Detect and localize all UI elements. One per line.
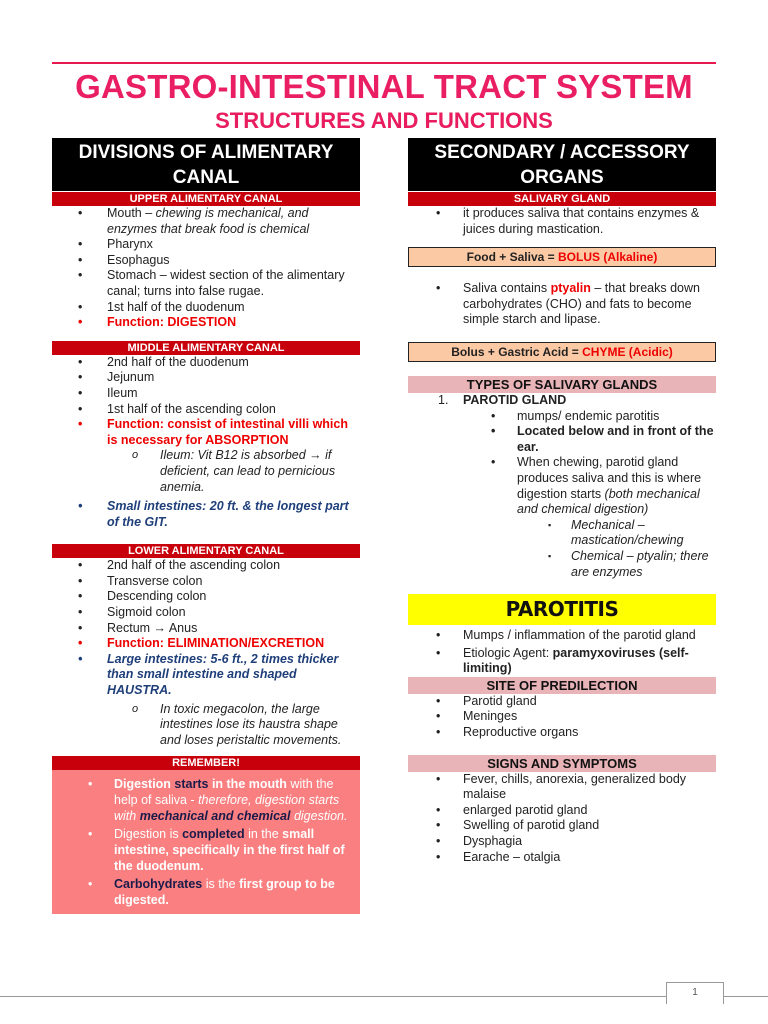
salivary-list xyxy=(408,206,716,237)
site-list xyxy=(408,694,716,741)
list-item: • 2nd half of the duodenum xyxy=(52,355,360,371)
list-item: • 1st half of the ascending colon xyxy=(52,402,360,418)
small-intestines-note: • Small intestines: 20 ft. & the longest part of the GIT. xyxy=(52,499,360,530)
parotitis-list xyxy=(408,628,716,677)
list-item: • Esophagus xyxy=(52,253,360,269)
list-item: • Swelling of parotid gland xyxy=(408,818,716,834)
list-item: • Reproductive organs xyxy=(408,725,716,741)
header-rule xyxy=(52,62,716,64)
upper-canal-list xyxy=(52,206,360,331)
remember-item: • Digestion is completed in the small intestine, specifically in the first half of the duodenum. xyxy=(52,826,360,874)
middle-function: • Function: consist of intestinal villi which is necessary for ABSORPTION xyxy=(52,417,360,448)
chyme-formula: Bolus + Gastric Acid = CHYME (Acidic) xyxy=(408,342,716,362)
lower-function: • Function: ELIMINATION/EXCRETION xyxy=(52,636,360,652)
lower-canal-label: LOWER ALIMENTARY CANAL xyxy=(52,544,360,558)
salivary-gland-label: SALIVARY GLAND xyxy=(408,192,716,206)
list-item: • Etiologic Agent: paramyxoviruses (self-limiting) xyxy=(408,646,716,677)
signs-list xyxy=(408,772,716,866)
ptyalin-list xyxy=(408,281,716,328)
divisions-heading: DIVISIONS OF ALIMENTARY CANAL xyxy=(52,138,360,191)
ileum-note: o Ileum: Vit B12 is absorbed → if deficient, can lead to pernicious anemia. xyxy=(52,448,360,495)
list-item: • Earache – otalgia xyxy=(408,850,716,866)
list-item: • Dysphagia xyxy=(408,834,716,850)
list-item: • Descending colon xyxy=(52,589,360,605)
list-item: ▪ Chemical – ptyalin; there are enzymes xyxy=(408,549,716,580)
list-item: • Rectum → Anus xyxy=(52,621,360,637)
megacolon-note: o In toxic megacolon, the large intestines lose its haustra shape and loses peristaltic movements. xyxy=(52,702,360,749)
list-item: • Jejunum xyxy=(52,370,360,386)
list-item: • Stomach – widest section of the alimentary canal; turns into false rugae. xyxy=(52,268,360,299)
right-column xyxy=(408,138,716,865)
list-item: • Mouth – chewing is mechanical, and enzymes that break food is chemical xyxy=(52,206,360,237)
list-item: • Fever, chills, anorexia, generalized body malaise xyxy=(408,772,716,803)
page-number: 1 xyxy=(666,982,724,1004)
remember-box xyxy=(52,756,360,914)
list-item: • Ileum xyxy=(52,386,360,402)
types-salivary-label: TYPES OF SALIVARY GLANDS xyxy=(408,376,716,393)
footer-rule-left xyxy=(0,996,666,997)
list-item: • 1st half of the duodenum xyxy=(52,300,360,316)
list-item: • Pharynx xyxy=(52,237,360,253)
list-item: • Saliva contains ptyalin – that breaks down carbohydrates (CHO) and fats to become simple starch and lipase. xyxy=(408,281,716,328)
upper-canal-label: UPPER ALIMENTARY CANAL xyxy=(52,192,360,206)
list-item: • Sigmoid colon xyxy=(52,605,360,621)
lower-canal-list xyxy=(52,558,360,748)
list-item: • it produces saliva that contains enzymes & juices during mastication. xyxy=(408,206,716,237)
list-item: • When chewing, parotid gland produces saliva and this is where digestion starts (both mechanical and chemical digestion) xyxy=(408,455,716,517)
signs-symptoms-label: SIGNS AND SYMPTOMS xyxy=(408,755,716,772)
accessory-organs-heading: SECONDARY / ACCESSORY ORGANS xyxy=(408,138,716,191)
bolus-formula: Food + Saliva = BOLUS (Alkaline) xyxy=(408,247,716,267)
large-intestines-note: • Large intestines: 5-6 ft., 2 times thicker than small intestine and shaped HAUSTRA. xyxy=(52,652,360,699)
list-item: • enlarged parotid gland xyxy=(408,803,716,819)
parotitis-heading: PAROTITIS xyxy=(408,594,716,625)
upper-function: • Function: DIGESTION xyxy=(52,315,360,331)
page-subtitle: STRUCTURES AND FUNCTIONS xyxy=(215,108,553,133)
list-item: • Located below and in front of the ear. xyxy=(408,424,716,455)
list-item: • 2nd half of the ascending colon xyxy=(52,558,360,574)
remember-item: • Carbohydrates is the first group to be digested. xyxy=(52,876,360,908)
list-item: ▪ Mechanical – mastication/chewing xyxy=(408,518,716,549)
list-item: • Transverse colon xyxy=(52,574,360,590)
site-predilection-label: SITE OF PREDILECTION xyxy=(408,677,716,694)
list-item: • Meninges xyxy=(408,709,716,725)
footer-rule-right xyxy=(724,996,768,997)
list-item: • Parotid gland xyxy=(408,694,716,710)
middle-canal-label: MIDDLE ALIMENTARY CANAL xyxy=(52,341,360,355)
remember-label: REMEMBER! xyxy=(52,756,360,770)
list-item: • Mumps / inflammation of the parotid gland xyxy=(408,628,716,644)
page-title: GASTRO-INTESTINAL TRACT SYSTEM xyxy=(75,68,693,105)
remember-item: • Digestion starts in the mouth with the help of saliva - therefore, digestion starts with mechanical and chemical digestion. xyxy=(52,776,360,824)
left-column xyxy=(52,138,360,914)
list-item: • mumps/ endemic parotitis xyxy=(408,409,716,425)
types-list xyxy=(408,393,716,580)
middle-canal-list xyxy=(52,355,360,531)
parotid-gland-item: 1. PAROTID GLAND xyxy=(408,393,716,409)
